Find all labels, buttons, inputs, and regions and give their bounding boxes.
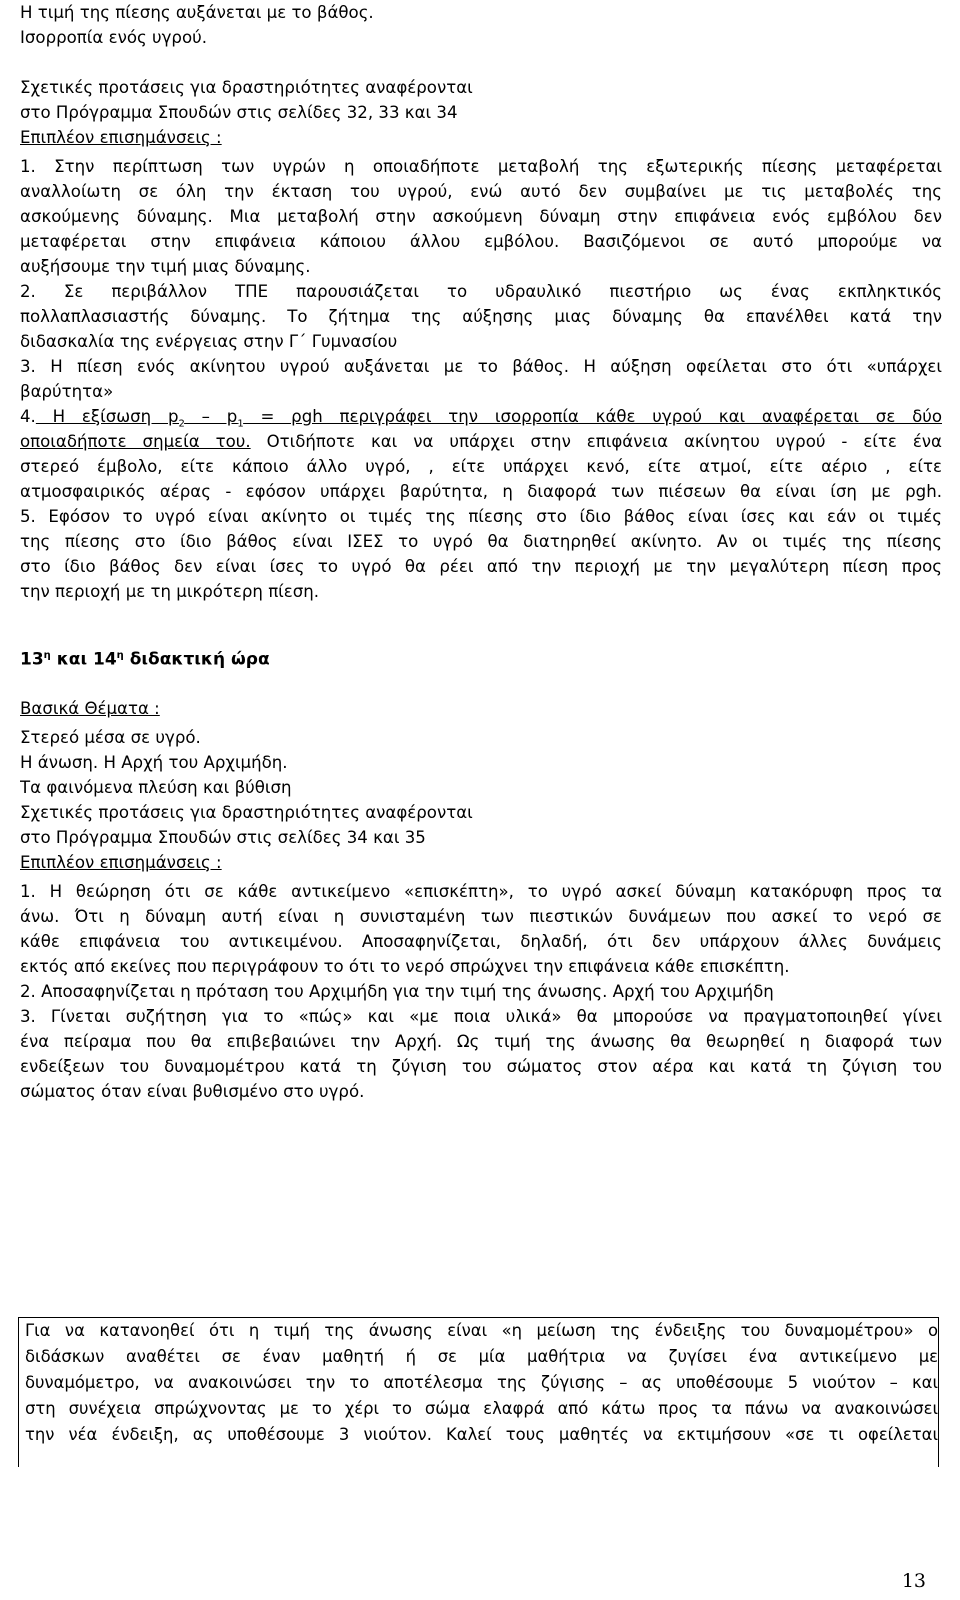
paragraph-line: μεταφέρεται στην επιφάνεια κάποιου άλλου εμβόλου. Βασιζόμενοι σε αυτό μπορούμε να bbox=[20, 232, 942, 251]
notes-list-2 bbox=[20, 879, 942, 1104]
lesson-heading bbox=[20, 640, 942, 672]
section-2 bbox=[20, 696, 942, 879]
box-line: δυναμόμετρο, να ανακοινώσει την το αποτέλεσμα της ζύγισης – ας υποθέσουμε 5 νιούτον – και bbox=[25, 1373, 938, 1392]
top-block bbox=[20, 0, 942, 154]
text-line: Σχετικές προτάσεις για δραστηριότητες αναφέρονται bbox=[20, 803, 473, 822]
paragraph-line: ενδείξεων του δυναμομέτρου κατά τη ζύγιση του σώματος στον αέρα και κατά τη ζύγιση του bbox=[20, 1057, 942, 1076]
paragraph-line: διδασκαλία της ενέργειας στην Γ΄ Γυμνασίου bbox=[20, 332, 398, 351]
paragraph-line: σώματος όταν είναι βυθισμένο στο υγρό. bbox=[20, 1082, 365, 1101]
equation-part: = ρgh περιγράφει την ισορροπία κάθε υγρού και αναφέρεται σε δύο bbox=[243, 407, 942, 426]
box-line: στη συνέχεια σπρώχνοντας με το χέρι το σώμα ελαφρά από κάτω προς τα πάνω να ανακοινώσει bbox=[25, 1399, 938, 1418]
heading-part: και 14 bbox=[50, 649, 117, 670]
paragraph-line: 1. Η θεώρηση ότι σε κάθε αντικείμενο «επισκέπτη», το υγρό ασκεί δύναμη κατακόρυφη προς τα bbox=[20, 882, 942, 901]
paragraph-line: πολλαπλασιαστής δύναμης. Το ζήτημα της αύξησης μιας δύναμης θα επανέλθει κατά την bbox=[20, 307, 942, 326]
paragraph-line: την περιοχή με τη μικρότερη πίεση. bbox=[20, 582, 320, 601]
superscript: η bbox=[43, 650, 51, 661]
paragraph-line: 2. Σε περιβάλλον ΤΠΕ παρουσιάζεται το υδραυλικό πιεστήριο ως ένας εκπληκτικός bbox=[20, 282, 942, 301]
paragraph-line: 3. Η πίεση ενός ακίνητου υγρού αυξάνεται με το βάθος. Η αύξηση οφείλεται στο ότι «υπάρχει bbox=[20, 357, 942, 376]
box-line: Για να κατανοηθεί ότι η τιμή της άνωσης είναι «η μείωση της ένδειξης του δυναμομέτρου» ο bbox=[25, 1321, 938, 1340]
text-line: Σχετικές προτάσεις για δραστηριότητες αναφέρονται bbox=[20, 78, 473, 97]
paragraph-line: 1. Στην περίπτωση των υγρών η οποιαδήποτε μεταβολή της εξωτερικής πίεσης μεταφέρεται bbox=[20, 157, 942, 176]
paragraph-line: βαρύτητα» bbox=[20, 382, 114, 401]
section-label: Βασικά Θέματα : bbox=[20, 699, 160, 718]
subscript: 2 bbox=[178, 418, 185, 429]
box-line: διδάσκων αναθέτει σε έναν μαθητή ή σε μία μαθήτρια να ζυγίσει ένα αντικείμενο με bbox=[25, 1347, 938, 1366]
paragraph-line: αναλλοίωτη σε όλη την έκταση του υγρού, ενώ αυτό δεν συμβαίνει με τις μεταβολές της bbox=[20, 182, 942, 201]
notes-list-1 bbox=[20, 154, 942, 604]
underlined-text: οποιαδήποτε σημεία του. bbox=[20, 432, 251, 451]
section-label: Επιπλέον επισημάνσεις : bbox=[20, 128, 222, 147]
text-line: στο Πρόγραμμα Σπουδών στις σελίδες 32, 33 και 34 bbox=[20, 103, 458, 122]
box-line: την νέα ένδειξη, ας υποθέσουμε 3 νιούτον. Καλεί τους μαθητές να εκτιμήσουν «σε τι οφείλεται bbox=[25, 1425, 938, 1444]
paragraph-line: ατμοσφαιρικός αέρας - εφόσον υπάρχει βαρύτητα, η διαφορά των πιέσεων θα είναι ίση με ρgh. bbox=[20, 482, 942, 501]
superscript: η bbox=[116, 650, 124, 661]
paragraph-line: της πίεσης στο ίδιο βάθος είναι ΙΣΕΣ το υγρό θα διατηρηθεί ακίνητο. Αν οι τιμές της πίεσης bbox=[20, 532, 942, 551]
activity-box bbox=[18, 1317, 939, 1467]
heading-part: 13 bbox=[20, 649, 44, 670]
paragraph-line: 5. Εφόσον το υγρό είναι ακίνητο οι τιμές της πίεσης στο ίδιο βάθος είναι ίσες και εάν οι τιμές bbox=[20, 507, 942, 526]
paragraph-line: εκτός από εκείνες που περιγράφουν το ότι το νερό σπρώχνει την επιφάνεια κάθε επισκέπτη. bbox=[20, 957, 790, 976]
document-page bbox=[20, 0, 942, 1104]
paragraph-line: 2. Αποσαφηνίζεται η πρόταση του Αρχιμήδη για την τιμή της άνωσης. Αρχή του Αρχιμήδη bbox=[20, 982, 774, 1001]
spacer bbox=[20, 604, 942, 640]
paragraph-line: 3. Γίνεται συζήτηση για το «πώς» και «με ποια υλικά» θα μπορούσε να πραγματοποιηθεί γίνει bbox=[20, 1007, 942, 1026]
text-line: στο Πρόγραμμα Σπουδών στις σελίδες 34 και 35 bbox=[20, 828, 426, 847]
subscript: 1 bbox=[237, 418, 244, 429]
paragraph-line: αυξήσουμε την τιμή μιας δύναμης. bbox=[20, 257, 311, 276]
paragraph-line: κάθε επιφάνεια του αντικειμένου. Αποσαφηνίζεται, δηλαδή, ότι δεν υπάρχουν άλλες δυνάμεις bbox=[20, 932, 942, 951]
paragraph-line: άνω. Ότι η δύναμη αυτή είναι η συνισταμένη των πιεστικών δυνάμεων που ασκεί το νερό σε bbox=[20, 907, 942, 926]
paragraph-line: στερεό έμβολο, είτε κάποιο άλλο υγρό, , είτε υπάρχει κενό, είτε ατμοί, είτε αέριο , είτε bbox=[20, 457, 942, 476]
paragraph-line: ένα πείραμα που θα επιβεβαιώνει την Αρχή. Ως τιμή της άνωσης θα θεωρηθεί η διαφορά των bbox=[20, 1032, 942, 1051]
topic-line: Η τιμή της πίεσης αυξάνεται με το βάθος. bbox=[20, 3, 374, 22]
page-number: 13 bbox=[901, 1570, 926, 1592]
spacer bbox=[20, 672, 942, 696]
topic-line: Τα φαινόμενα πλεύση και βύθιση bbox=[20, 778, 292, 797]
paragraph-line: ασκούμενης δύναμης. Μια μεταβολή στην ασκούμενη δύναμη στην επιφάνεια ενός εμβόλου δεν bbox=[20, 207, 942, 226]
heading-part: διδακτική ώρα bbox=[123, 649, 270, 670]
paragraph-line bbox=[20, 429, 942, 454]
topic-line: Στερεό μέσα σε υγρό. bbox=[20, 728, 201, 747]
equation-line bbox=[20, 404, 942, 429]
item-number: 4. bbox=[20, 407, 36, 426]
equation-part: Η εξίσωση p bbox=[35, 407, 179, 426]
topic-line: Η άνωση. Η Αρχή του Αρχιμήδη. bbox=[20, 753, 288, 772]
paragraph-line: στο ίδιο βάθος δεν είναι ίσες το υγρό θα ρέει από την περιοχή με την μεγαλύτερη πίεση προς bbox=[20, 557, 942, 576]
spacer bbox=[20, 50, 942, 75]
topic-line: Ισορροπία ενός υγρού. bbox=[20, 28, 207, 47]
equation-text bbox=[35, 407, 942, 429]
section-label: Επιπλέον επισημάνσεις : bbox=[20, 853, 222, 872]
equation-part: – p bbox=[184, 407, 238, 426]
text-span: Οτιδήποτε και να υπάρχει στην επιφάνεια ακίνητου υγρού - είτε ένα bbox=[250, 432, 942, 451]
